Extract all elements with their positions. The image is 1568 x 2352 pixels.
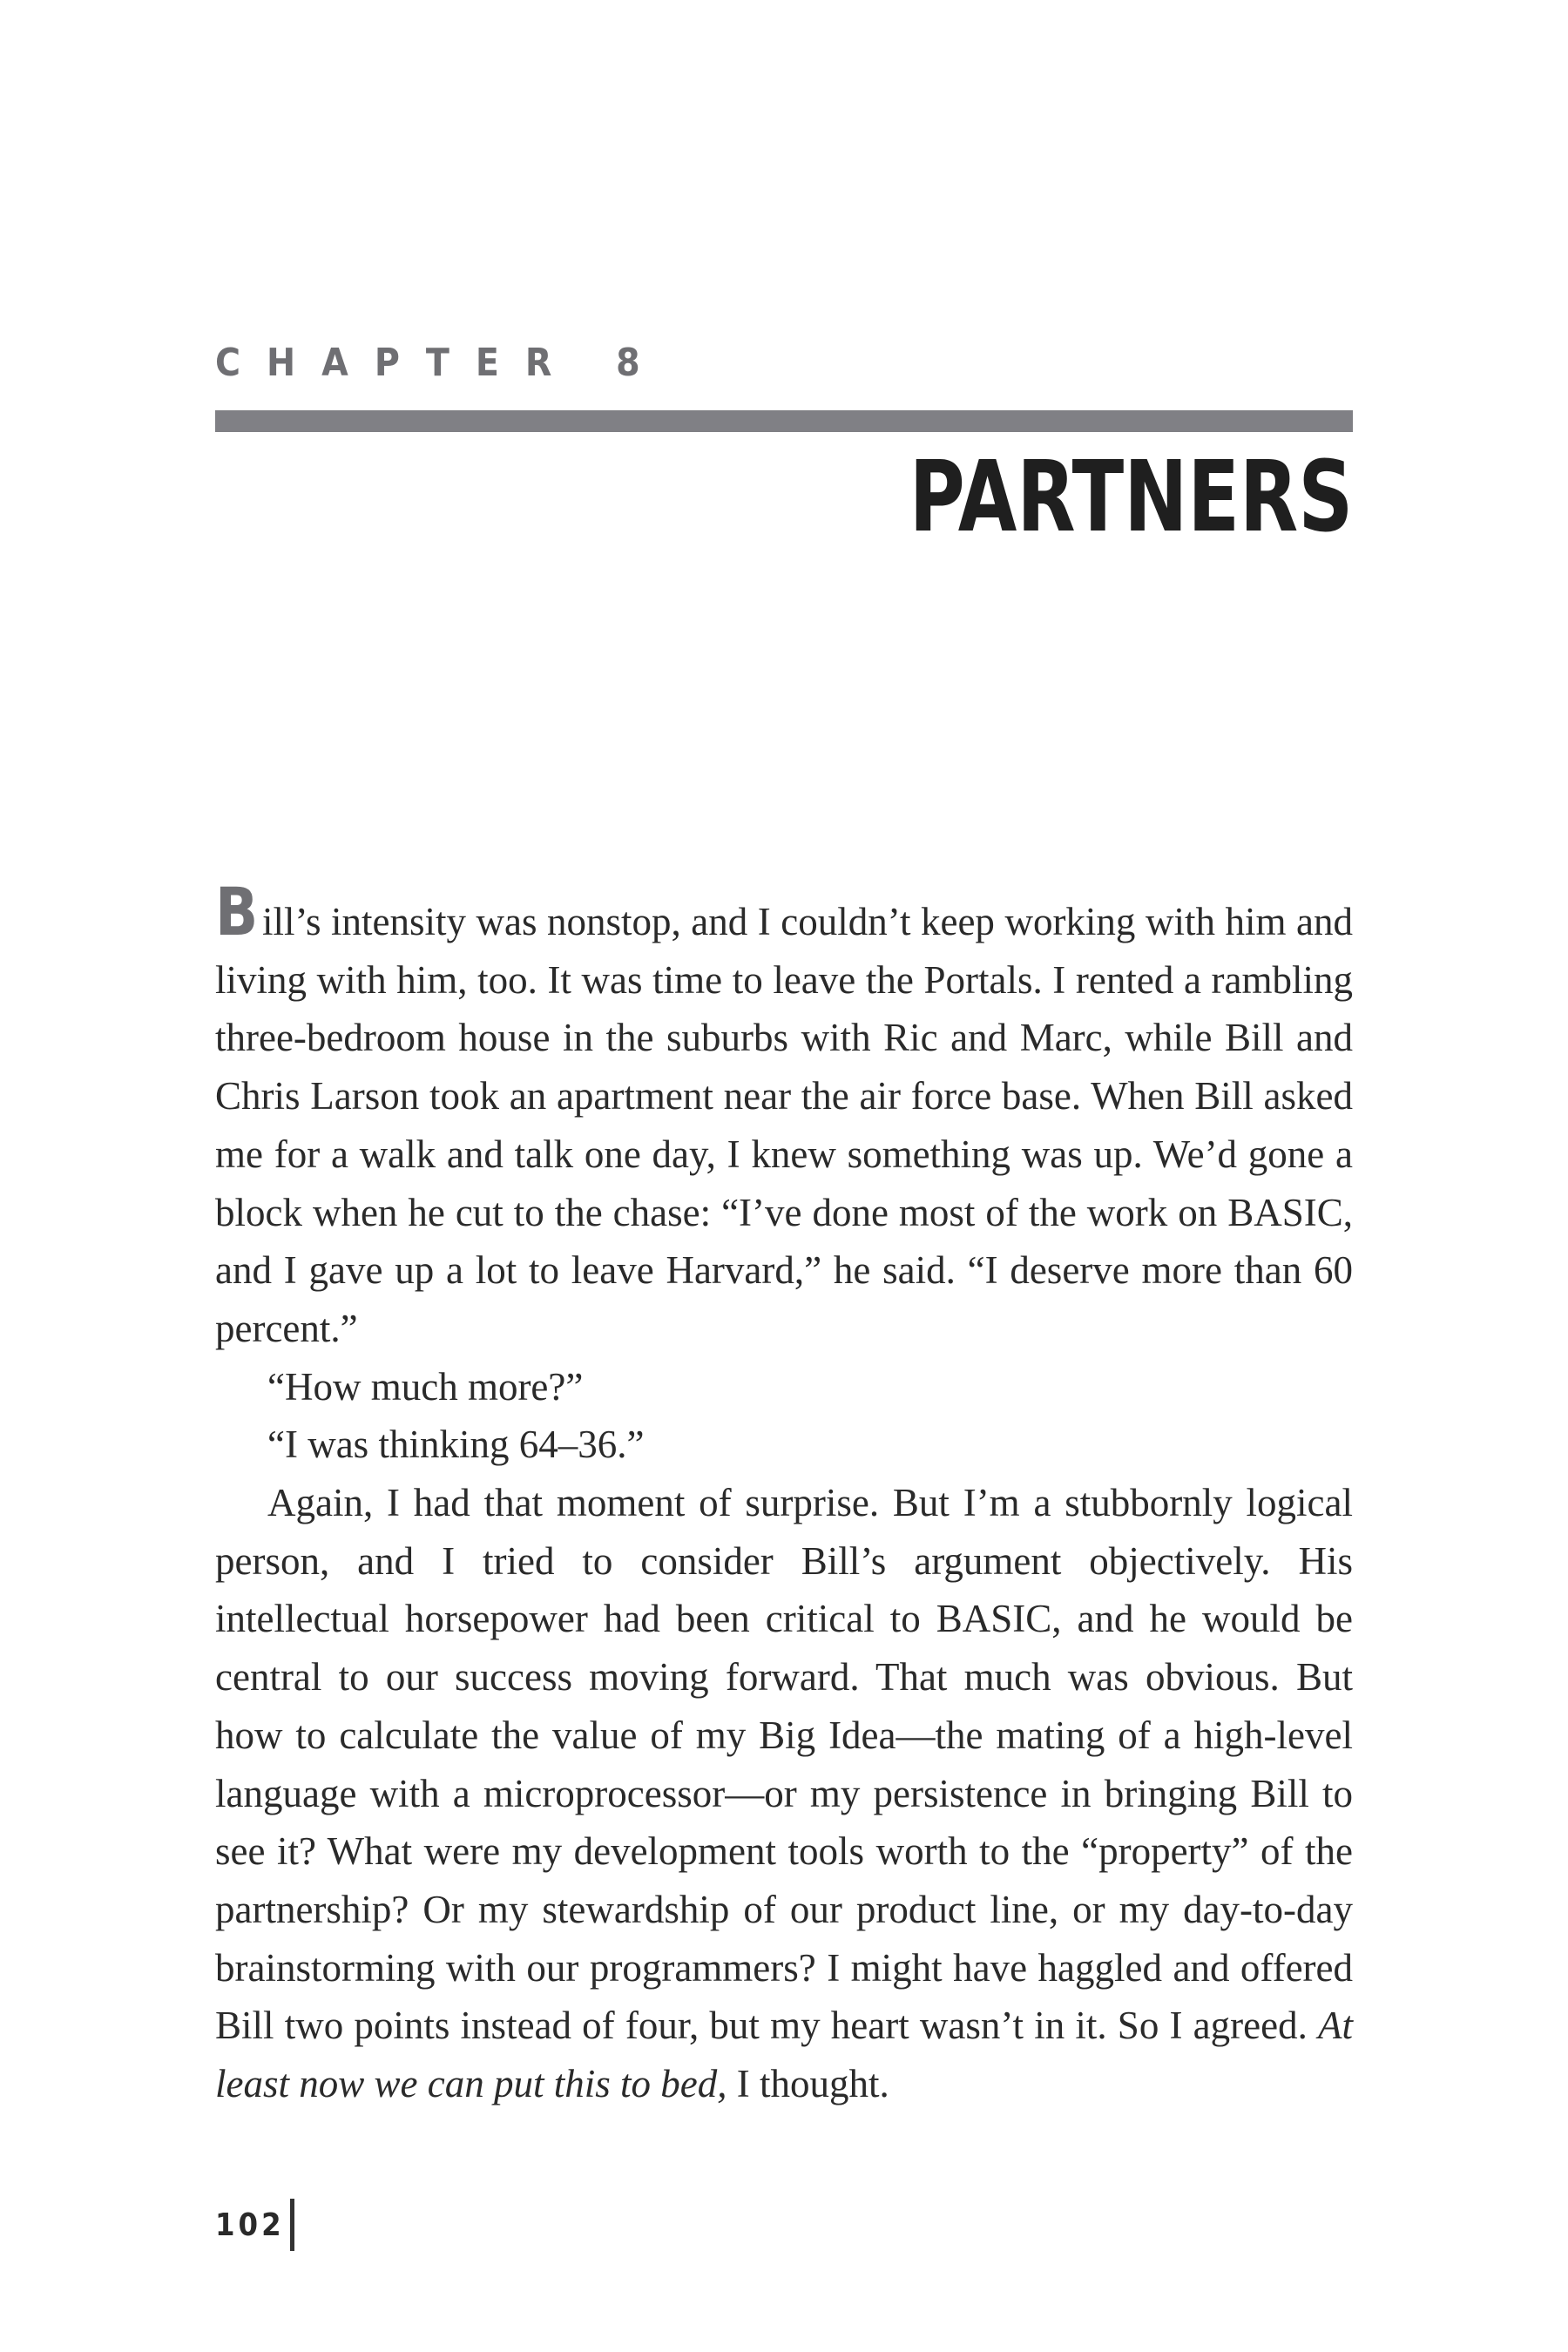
paragraph-1-text: ill’s intensity was nonstop, and I couldn’t keep working with him and living with him, too. It was time to leave the Portals. I rented a rambling three-bedroom house in the suburbs with Ric and Marc, while Bill and Chris Larson took an apartment near the air force base. When Bill asked me for a walk and talk one day, I knew something was up. We’d gone a block when he cut to the chase: “I’ve done most of the work on BASIC, and I gave up a lot to leave Harvard,” he said. “I deserve more than 60 percent.” bbox=[215, 900, 1353, 1350]
paragraph-2: “How much more?” bbox=[267, 1364, 584, 1409]
folio-bar bbox=[290, 2199, 294, 2251]
chapter-title: PARTNERS bbox=[909, 441, 1353, 554]
chapter-label: CHAPTER 8 bbox=[215, 341, 666, 385]
body-text bbox=[215, 873, 1353, 2113]
page-number: 102 bbox=[215, 2207, 285, 2243]
paragraph-4-end: I thought. bbox=[727, 2062, 889, 2106]
paragraph-4 bbox=[215, 1474, 1353, 2113]
chapter-rule bbox=[215, 410, 1353, 432]
paragraph-1: Bill’s intensity was nonstop, and I couldn’t keep working with him and living with him, too. It was time to leave the Portals. I rented a rambling three-bedroom house in the suburbs with Ric and Marc, while Bill and Chris Larson took an apartment near the air force base. When Bill asked me for a walk and talk one day, I knew something was up. We’d gone a block when he cut to the chase: “I’ve done most of the work on BASIC, and I gave up a lot to leave Harvard,” he said. “I deserve more than 60 percent.” bbox=[215, 873, 1353, 1350]
paragraph-4-italic: At least now we can put this to bed, bbox=[215, 2004, 1353, 2106]
page-footer bbox=[215, 2199, 294, 2251]
paragraph-4-text: Again, I had that moment of surprise. But I’m a stubbornly logical person, and I tried to consider Bill’s argument objectively. His intellectual horsepower had been critical to BASIC, and he would be central to our success moving forward. That much was obvious. But how to calculate the value of my Big Idea—the mating of a high-level language with a microprocessor—or my persistence in bringing Bill to see it? What were my development tools worth to the “property” of the partnership? Or my stewardship of our product line, or my day-to-day brainstorming with our programmers? I might have haggled and offered Bill two points instead of four, but my heart wasn’t in it. So I agreed. bbox=[215, 1481, 1353, 2048]
paragraph-3: “I was thinking 64–36.” bbox=[267, 1423, 645, 1467]
